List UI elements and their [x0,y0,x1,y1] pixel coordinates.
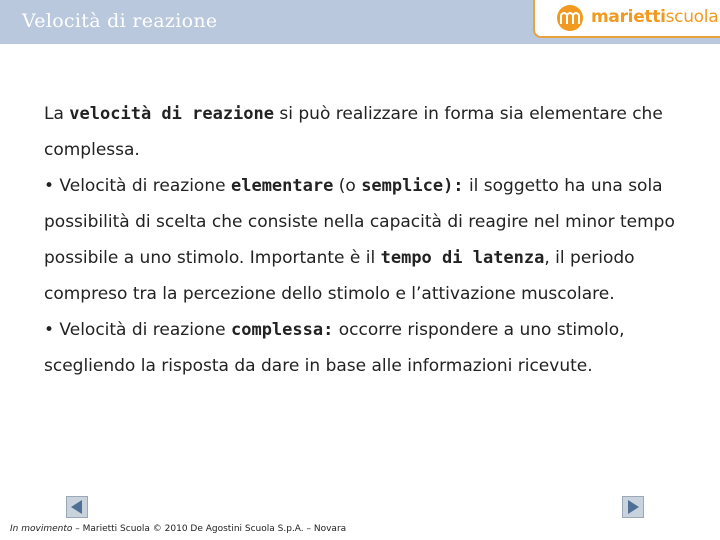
slide-content [44,96,704,384]
logo-text-marietti: marietti [591,7,666,27]
text: • Velocità di reazione [44,176,231,196]
paragraph-intro [44,96,704,168]
text: occorre rispondere a uno stimolo, scegliendo la risposta da dare in base alle informazioni ricevute. [44,320,625,376]
slide-title: Velocità di reazione [22,10,218,32]
text: La [44,104,70,124]
logo-text [591,7,718,27]
text: , il periodo compreso tra la percezione dello stimolo e l’attivazione muscolare. [44,248,635,304]
previous-slide-button[interactable] [66,496,88,518]
text: si può realizzare in forma sia elementare che complessa. [44,104,663,160]
publisher-logo [533,0,720,38]
term-tempo-di-latenza: tempo di latenza [380,248,545,268]
paragraph-elementare [44,168,704,312]
logo-text-scuola: scuola [665,7,719,27]
marietti-logo-icon [557,5,583,31]
text: (o [333,176,362,196]
term-complessa: complessa: [230,320,334,340]
triangle-right-icon [625,499,641,515]
paragraph-complessa [44,312,704,384]
term-velocita-di-reazione: velocità di reazione [69,104,274,124]
footer-copyright [10,524,346,534]
triangle-left-icon [69,499,85,515]
term-semplice: semplice): [361,176,464,196]
text: il soggetto ha una sola possibilità di scelta che consiste nella capacità di reagire nel minor tempo possibile a uno stimolo. Importante è il [44,176,675,268]
footer-text: – Marietti Scuola © 2010 De Agostini Scuola S.p.A. – Novara [72,524,347,534]
term-elementare: elementare [230,176,334,196]
footer-book-title: In movimento [10,524,73,534]
next-slide-button[interactable] [622,496,644,518]
text: • Velocità di reazione [44,320,231,340]
